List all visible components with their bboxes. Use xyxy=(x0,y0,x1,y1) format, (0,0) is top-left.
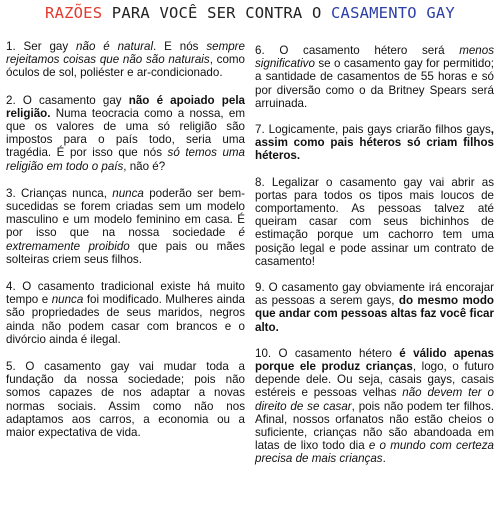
title-middle: PARA VOCÊ SER CONTRA O xyxy=(102,4,332,22)
right-column xyxy=(255,44,494,479)
page-title xyxy=(0,4,500,22)
reason-9: 9. O casamento gay obviamente irá encorajar as pessoas a serem gays, do mesmo modo que andar com pessoas altas faz você ficar alto. xyxy=(255,281,494,334)
reason-1: 1. Ser gay não é natural. E nós sempre rejeitamos coisas que não são naturais, como óculos de sol, poliéster e ar-condicionado. xyxy=(6,40,246,80)
reason-5: 5. O casamento gay vai mudar toda a fundação da nossa sociedade; pois não somos capazes de nos adaptar a novas normas sociais. Assim como não nos adaptamos aos carros, a economia ou a maior expectativa de vida. xyxy=(6,360,245,440)
left-column xyxy=(6,40,245,453)
reason-6: 6. O casamento hétero será menos significativo se o casamento gay for permitido; a santidade de casamentos de 55 horas e só por diversão como o da Britney Spears será arruinada. xyxy=(255,44,494,110)
reason-2: 2. O casamento gay não é apoiado pela religião. Numa teocracia como a nossa, em que os valores de uma só religião são impostos para o país todo, seria uma tragédia. É por isso que nós só temos uma religião em todo o país, não é? xyxy=(6,93,246,173)
reason-7: 7. Logicamente, pais gays criarão filhos gays, assim como pais héteros só criam filhos héteros. xyxy=(255,123,494,163)
reason-4: 4. O casamento tradicional existe há muito tempo e nunca foi modificado. Mulheres ainda são propriedades de seus maridos, negros ainda não podem casar com brancos e o divórcio ainda é ilegal. xyxy=(6,280,245,346)
reason-10: 10. O casamento hétero é válido apenas porque ele produz crianças, logo, o futuro depende dele. Ou seja, casais gays, casais estéreis e pessoas velhas não devem ter o direito de se casar, pois não podem ter filhos. Afinal, nossos orfanatos não estão cheios o suficiente, crianças não são abandoada em latas de lixo todo dia e o mundo com certeza precisa de mais crianças. xyxy=(255,346,495,466)
reason-8: 8. Legalizar o casamento gay vai abrir as portas para todos os tipos mais loucos de comportamento. As pessoas talvez até queiram casar com seus bichinhos de estimação porque um cachorro tem uma posição legal e pode assinar um contrato de casamento! xyxy=(255,175,494,268)
reason-3: 3. Crianças nunca, nunca poderão ser bem-sucedidas se forem criadas sem um modelo masculino e um modelo feminino em casa. É por isso que na nossa sociedade é extremamente proibido que pais ou mães solteiras criem seus filhos. xyxy=(6,186,245,266)
title-razoes: RAZÕES xyxy=(45,4,103,22)
title-casamento-gay: CASAMENTO GAY xyxy=(331,4,455,22)
